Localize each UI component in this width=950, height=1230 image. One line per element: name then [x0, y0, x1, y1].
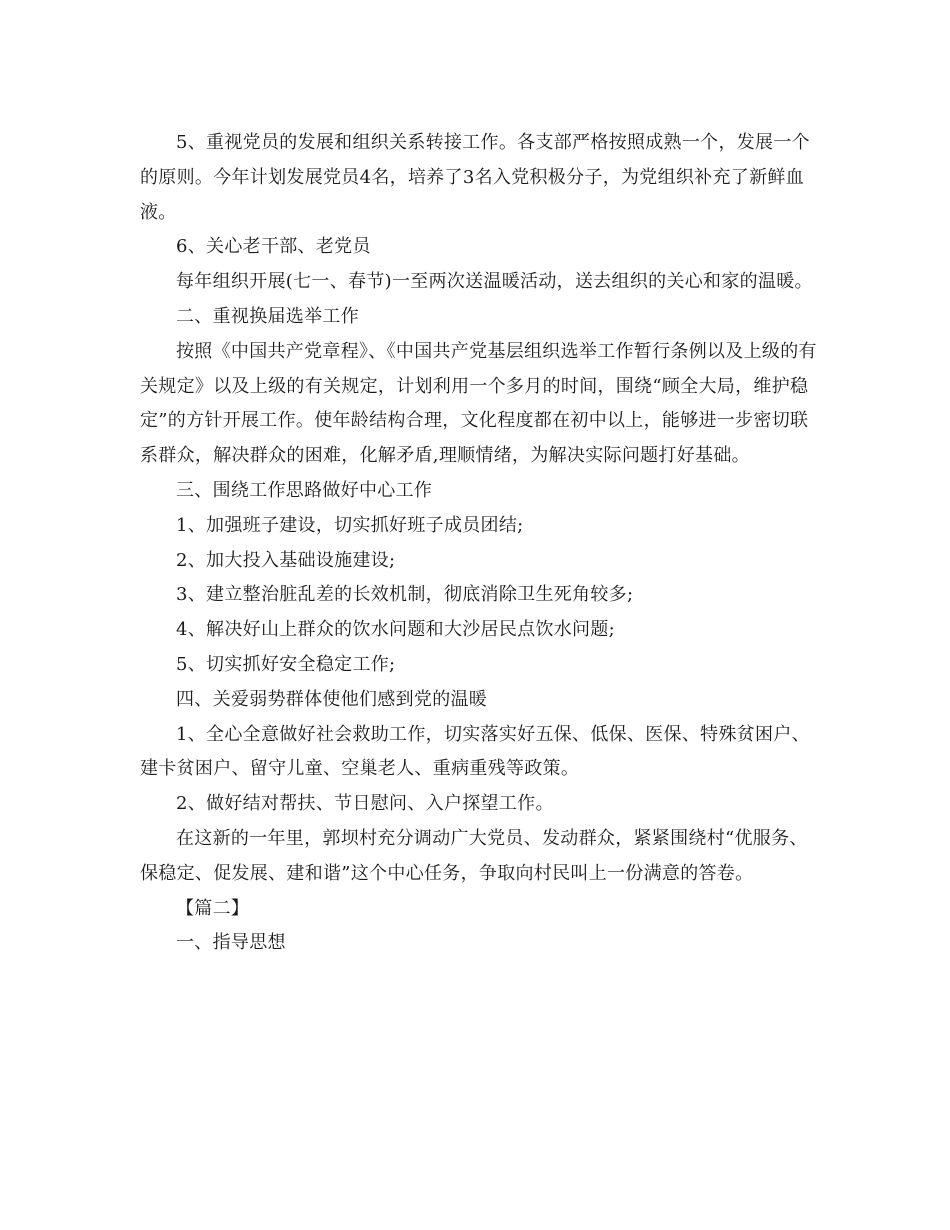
- section-heading-central-work: 三、围绕工作思路做好中心工作: [176, 479, 433, 501]
- section-heading-guiding-ideology: 一、指导思想: [176, 932, 286, 954]
- list-item-infrastructure: 2、加大投入基础设施建设;: [176, 549, 396, 571]
- list-item-drinking-water: 4、解决好山上群众的饮水问题和大沙居民点饮水问题;: [176, 619, 616, 641]
- list-item-social-assistance: 1、全心全意做好社会救助工作，切实落实好五保、低保、医保、特殊贫困户、建卡贫困户、留守儿童、空巢老人、重病重残等政策。: [140, 723, 810, 780]
- paragraph-party-member-development: 5、重视党员的发展和组织关系转接工作。各支部严格按照成熟一个，发展一个的原则。今年计划发展党员4名，培养了3名入党积极分子，为党组织补充了新鲜血液。: [140, 132, 810, 223]
- section-heading-election: 二、重视换届选举工作: [176, 305, 359, 327]
- part-heading: 【篇二】: [176, 897, 250, 919]
- list-item-sanitation: 3、建立整治脏乱差的长效机制，彻底消除卫生死角较多;: [176, 584, 634, 606]
- paragraph-warmth-activities: 每年组织开展(七一、春节)一至两次送温暖活动，送去组织的关心和家的温暖。: [176, 271, 813, 293]
- list-item-team-building: 1、加强班子建设，切实抓好班子成员团结;: [176, 514, 524, 536]
- list-item-safety: 5、切实抓好安全稳定工作;: [176, 653, 396, 675]
- section-heading-vulnerable-groups: 四、关爱弱势群体使他们感到党的温暖: [176, 688, 488, 710]
- list-item-visits: 2、做好结对帮扶、节日慰问、入户探望工作。: [176, 793, 554, 815]
- document-body: [140, 126, 820, 961]
- paragraph-conclusion: 在这新的一年里，郭坝村充分调动广大党员、发动群众，紧紧围绕村“优服务、保稳定、促发展、建和谐”这个中心任务，争取向村民叫上一份满意的答卷。: [140, 827, 808, 884]
- paragraph-heading-veteran-care: 6、关心老干部、老党员: [176, 236, 371, 258]
- paragraph-election-details: 按照《中国共产党章程》、《中国共产党基层组织选举工作暂行条例以及上级的有关规定》以及上级的有关规定，计划利用一个多月的时间，围绕“顾全大局，维护稳定”的方针开展工作。使年龄结构合理，文化程度都在初中以上，能够进一步密切联系群众，解决群众的困难，化解矛盾,理顺情绪，为解决实际问题打好基础。: [140, 340, 817, 467]
